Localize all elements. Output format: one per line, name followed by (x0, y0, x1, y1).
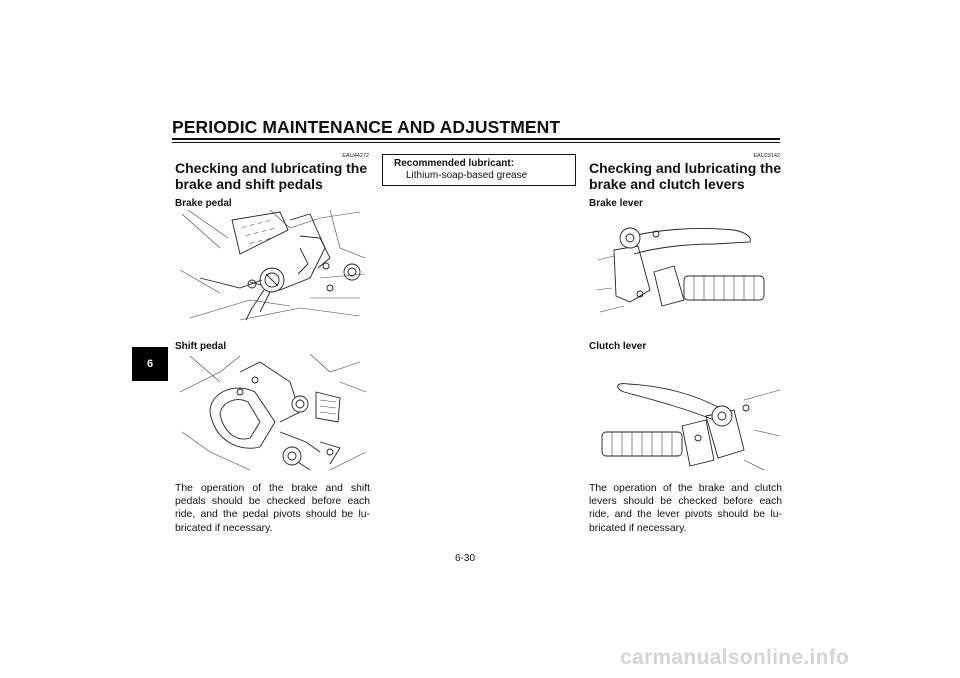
page-header-title: PERIODIC MAINTENANCE AND ADJUSTMENT (172, 117, 561, 137)
shift-pedal-illustration (180, 352, 368, 474)
header-rule (172, 138, 780, 140)
header-rule-thin (172, 142, 780, 143)
lubricant-box-title: Recommended lubricant: (394, 158, 515, 169)
section-code: EAU23142 (753, 153, 780, 159)
page-number: 6-30 (455, 553, 476, 564)
left-body-text: The operation of the brake and shift pedals should be checked before each ride, and the pedal pivots should be lu-bricated if necessary. (175, 483, 370, 534)
brake-lever-label: Brake lever (589, 198, 643, 209)
brake-pedal-label: Brake pedal (175, 198, 232, 209)
shift-pedal-label: Shift pedal (175, 341, 227, 352)
right-body-text: The operation of the brake and clutch levers should be checked before each ride, and the lever pivots should be lu-bricated if necessary. (589, 483, 782, 534)
clutch-lever-label: Clutch lever (589, 341, 647, 352)
section-code: EAU44272 (342, 153, 369, 159)
brake-pedal-illustration (180, 208, 368, 330)
recommended-lubricant-box (382, 154, 576, 186)
section-title: Checking and lubricating the brake and clutch levers (589, 160, 782, 192)
chapter-tab: 6 (132, 347, 168, 381)
clutch-lever-illustration (594, 380, 782, 475)
watermark: carmanualsonline.info (620, 646, 850, 669)
lubricant-box-value: Lithium-soap-based grease (406, 170, 528, 181)
brake-lever-illustration (594, 220, 782, 320)
section-title: Checking and lubricating the brake and shift pedals (175, 160, 368, 192)
